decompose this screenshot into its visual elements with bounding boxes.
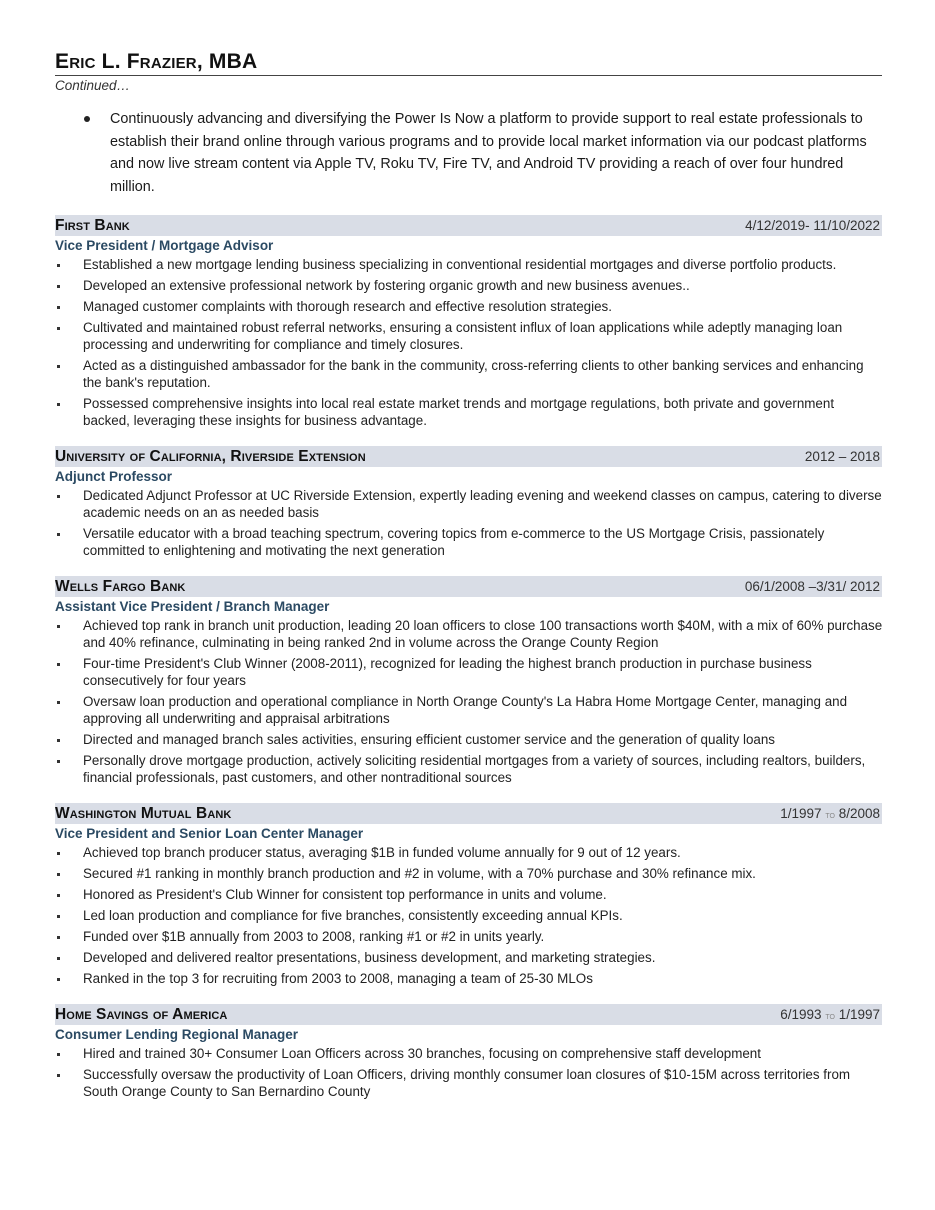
list-item: Secured #1 ranking in monthly branch production and #2 in volume, with a 70% purchase and 30% refinance mix. [55, 865, 883, 882]
list-item: Achieved top branch producer status, averaging $1B in funded volume annually for 9 out of 12 years. [55, 844, 883, 861]
date-separator: to [825, 1011, 835, 1022]
section-wells-fargo [55, 576, 882, 786]
job-title: Vice President and Senior Loan Center Manager [55, 826, 364, 841]
achievement-list [55, 617, 882, 786]
continued-label: Continued… [55, 78, 131, 93]
list-item: Cultivated and maintained robust referral networks, ensuring a consistent influx of loan applications while adeptly managing loan processing and underwriting for compliance and timely closures. [55, 319, 883, 353]
list-item: Achieved top rank in branch unit production, leading 20 loan officers to close 100 transactions worth $40M, with a mix of 60% purchase and 40% refinance, culminating in being ranked 2nd in volume across the Orange County Region [55, 617, 883, 651]
date-range: 4/12/2019- 11/10/2022 [745, 218, 880, 233]
job-title: Adjunct Professor [55, 469, 173, 484]
date-start: 1/1997 [780, 806, 822, 821]
date-separator: to [825, 810, 835, 821]
date-end: 8/2008 [838, 806, 880, 821]
section-first-bank [55, 215, 882, 429]
org-name: First Bank [55, 216, 130, 234]
org-name: University of California, Riverside Extension [55, 447, 366, 465]
intro-bullet [55, 108, 882, 198]
list-item: Four-time President's Club Winner (2008-2011), recognized for leading the highest branch production in purchase business consecutively for four years [55, 655, 883, 689]
list-item: Directed and managed branch sales activities, ensuring efficient customer service and the generation of quality loans [55, 731, 883, 748]
intro-text: Continuously advancing and diversifying the Power Is Now a platform to provide support to real estate professionals to establish their brand online through various programs and to provide local market information via our podcast platforms and now live stream content via Apple TV, Roku TV, Fire TV, and Android TV providing a reach of over four hundred million. [110, 111, 867, 195]
date-end: 1/1997 [838, 1007, 880, 1022]
section-home-savings [55, 1004, 882, 1100]
section-header-bar [55, 1004, 882, 1025]
candidate-name: Eric L. Frazier, MBA [55, 50, 258, 73]
job-title: Assistant Vice President / Branch Manager [55, 599, 330, 614]
list-item: Established a new mortgage lending business specializing in conventional residential mortgages and diverse portfolio products. [55, 256, 883, 273]
list-item: Oversaw loan production and operational compliance in North Orange County's La Habra Home Mortgage Center, managing and approving all underwriting and appraisal arbitrations [55, 693, 883, 727]
section-header-bar [55, 215, 882, 236]
org-name: Washington Mutual Bank [55, 804, 232, 822]
date-range: 06/1/2008 –3/31/ 2012 [744, 579, 880, 594]
list-item: Versatile educator with a broad teaching spectrum, covering topics from e-commerce to the US Mortgage Crisis, passionately committed to enlightening and motivating the next generation [55, 525, 883, 559]
list-item: Managed customer complaints with thorough research and effective resolution strategies. [55, 298, 883, 315]
list-item: Successfully oversaw the productivity of Loan Officers, driving monthly consumer loan closures of $10-15M across territories from South Orange County to San Bernardino County [55, 1066, 883, 1100]
date-range [780, 1007, 880, 1022]
section-header-bar [55, 446, 882, 467]
list-item: Possessed comprehensive insights into local real estate market trends and mortgage regulations, both private and government backed, leveraging these insights for business advantage. [55, 395, 883, 429]
date-start: 6/1993 [780, 1007, 822, 1022]
achievement-list [55, 487, 882, 559]
list-item: Funded over $1B annually from 2003 to 2008, ranking #1 or #2 in units yearly. [55, 928, 883, 945]
job-title: Consumer Lending Regional Manager [55, 1027, 299, 1042]
resume-page [55, 50, 882, 1104]
achievement-list [55, 1045, 882, 1100]
list-item: Personally drove mortgage production, actively soliciting residential mortgages from a variety of sources, including realtors, builders, financial professionals, past customers, and other nontraditional sources [55, 752, 883, 786]
date-range: 2012 – 2018 [804, 449, 880, 464]
org-name: Wells Fargo Bank [55, 577, 186, 595]
achievement-list [55, 844, 882, 987]
section-header-bar [55, 803, 882, 824]
list-item: Ranked in the top 3 for recruiting from 2003 to 2008, managing a team of 25-30 MLOs [55, 970, 883, 987]
section-header-bar [55, 576, 882, 597]
job-title: Vice President / Mortgage Advisor [55, 238, 274, 253]
section-uc-riverside [55, 446, 882, 559]
list-item: Led loan production and compliance for five branches, consistently exceeding annual KPIs. [55, 907, 883, 924]
list-item: Developed and delivered realtor presentations, business development, and marketing strategies. [55, 949, 883, 966]
list-item: Honored as President's Club Winner for consistent top performance in units and volume. [55, 886, 883, 903]
date-range [780, 806, 880, 821]
list-item: Hired and trained 30+ Consumer Loan Officers across 30 branches, focusing on comprehensive staff development [55, 1045, 883, 1062]
org-name: Home Savings of America [55, 1005, 228, 1023]
bullet-dot-icon [84, 116, 90, 122]
list-item: Acted as a distinguished ambassador for the bank in the community, cross-referring clients to other banking services and enhancing the bank's reputation. [55, 357, 883, 391]
section-washington-mutual [55, 803, 882, 987]
achievement-list [55, 256, 882, 429]
list-item: Dedicated Adjunct Professor at UC Riverside Extension, expertly leading evening and weekend classes on campus, catering to diverse academic needs on an as needed basis [55, 487, 883, 521]
list-item: Developed an extensive professional network by fostering organic growth and new business avenues.. [55, 277, 883, 294]
